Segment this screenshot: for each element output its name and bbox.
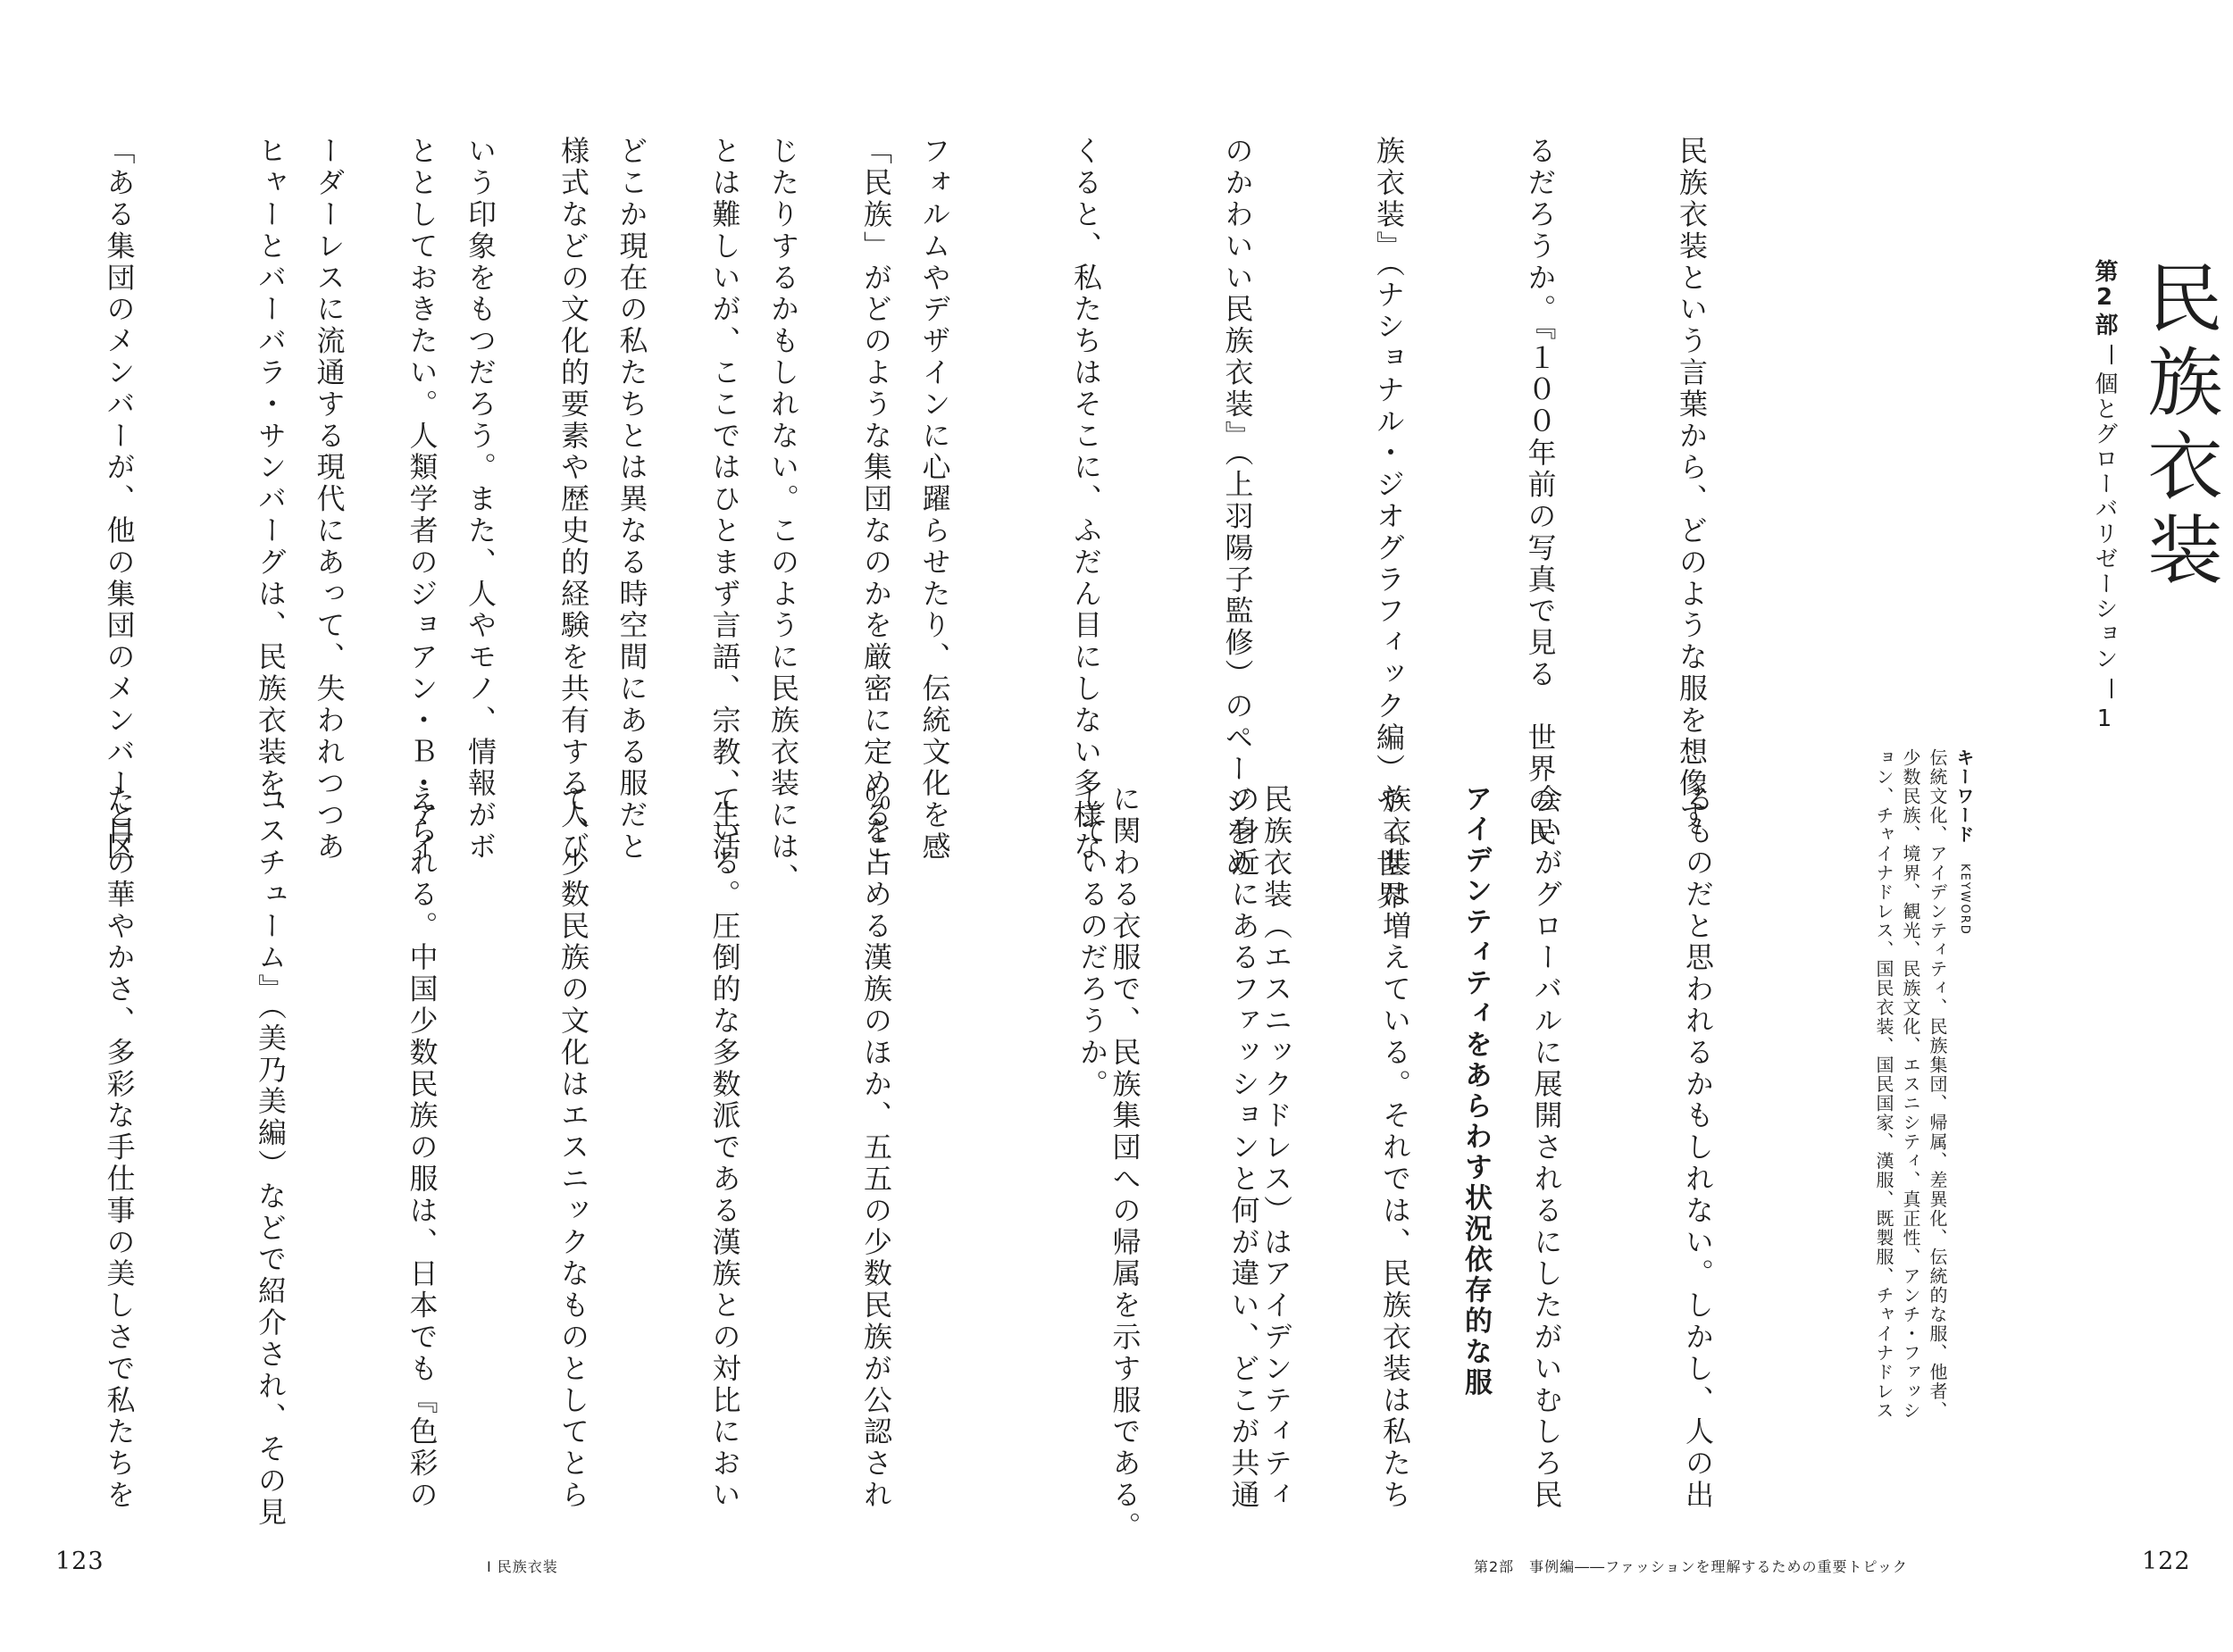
text-column: 民族衣装（エスニックドレス）はアイデンティティ [1259, 784, 1293, 1512]
text-column: のかわいい民族衣装』（上羽陽子監修）のページをめ [1220, 136, 1255, 880]
text-column: 様式などの文化的要素や歴史的経験を共有する人び [556, 136, 590, 864]
keyword-line: 伝統文化、アイデンティティ、民族集団、帰属、差異化、伝統的な服、他者、 [1927, 748, 1948, 1421]
text-column: いう印象をもつだろう。また、人やモノ、情報がボ [464, 136, 498, 864]
page-number: 123 [55, 1548, 105, 1575]
text-column: ヒャーとバーバラ・サンバーグは、民族衣装を、 [254, 136, 288, 831]
keyword-line: 少数民族、境界、観光、民族文化、エスニシティ、真正性、アンチ・ファッシ [1900, 748, 1921, 1421]
text-column: じたりするかもしれない。このように民族衣装には、 [766, 136, 800, 895]
running-head: 第2部 事例編――ファッションを理解するための重要トピック [1474, 1558, 1908, 1575]
text-column: コスチューム』（美乃美編）などで紹介され、その見 [254, 784, 288, 1529]
text-column: ている。圧倒的な多数派である漢族との対比におい [707, 784, 742, 1512]
keyword-line: ョン、チャイナドレス、国民衣装、国民国家、漢服、既製服、チャイナドレス [1873, 748, 1894, 1421]
text-column: るだろうか。『１００年前の写真で見る 世界の民 [1523, 136, 1558, 849]
text-column: くると、私たちはそこに、ふだん目にしない多様な [1069, 136, 1103, 864]
series-section: 個とグローバリゼーション [2091, 371, 2118, 672]
keyword-box [1870, 748, 1978, 1421]
text-column: 「民族」がどのような集団なのかを厳密に定めるこ [859, 136, 893, 864]
running-head: Ⅰ 民族衣装 [487, 1558, 558, 1575]
series-label [2088, 259, 2121, 734]
text-column: て、少数民族の文化はエスニックなものとしてとら [556, 784, 590, 1512]
keyword-label-en: KEYWORD [1958, 864, 1971, 936]
page-number: 122 [2142, 1548, 2191, 1575]
text-column: の身近にあるファッションと何が違い、どこが共通 [1226, 784, 1261, 1512]
divider [2111, 345, 2112, 364]
keyword-label: キーワード [1953, 748, 1975, 845]
section-subheading: アイデンティティをあらわす状況依存的な服 [1459, 784, 1492, 1398]
text-column: えられる。中国少数民族の服は、日本でも『色彩の [405, 784, 439, 1512]
text-column: 民族衣装という言葉から、どのような服を想像す [1675, 136, 1709, 831]
text-column: ーダーレスに流通する現代にあって、失われつつあ [312, 136, 347, 864]
series-part: 第2部 [2091, 259, 2118, 338]
chapter-title: 民族衣装 [2136, 259, 2223, 595]
text-column: 会いがグローバルに展開されるにしたがいむしろ民 [1529, 784, 1564, 1512]
text-column: るものだと思われるかもしれない。しかし、人の出 [1681, 784, 1715, 1512]
divider [2111, 679, 2112, 698]
text-column: フォルムやデザインに心躍らせたり、伝統文化を感 [917, 136, 952, 864]
text-column: 族衣装』（ナショナル・ジオグラフィック編）や『世界 [1372, 136, 1406, 912]
text-column: に関わる衣服で、民族集団への帰属を示す服である。 [1108, 784, 1142, 1543]
text-column: 族衣装は増えている。それでは、民族衣装は私たち [1378, 784, 1412, 1512]
text-column: どこか現在の私たちとは異なる時空間にある服だと [615, 136, 649, 864]
text-column: とは難しいが、ここではひとまず言語、宗教、生活 [707, 136, 742, 864]
text-column: 「ある集団のメンバーが、他の集団のメンバーと区 [102, 136, 137, 864]
text-column: ととしておきたい。人類学者のジョアン・Ｂ・アイ [405, 136, 439, 864]
text-column: ％を占める漢族のほか、五五の少数民族が公認され [859, 784, 893, 1512]
series-number: 1 [2091, 705, 2118, 734]
text-column: た目の華やかさ、多彩な手仕事の美しさで私たちを [102, 784, 137, 1512]
text-column: しているのだろうか。 [1075, 784, 1109, 1100]
keyword-label-line [1953, 748, 1975, 936]
